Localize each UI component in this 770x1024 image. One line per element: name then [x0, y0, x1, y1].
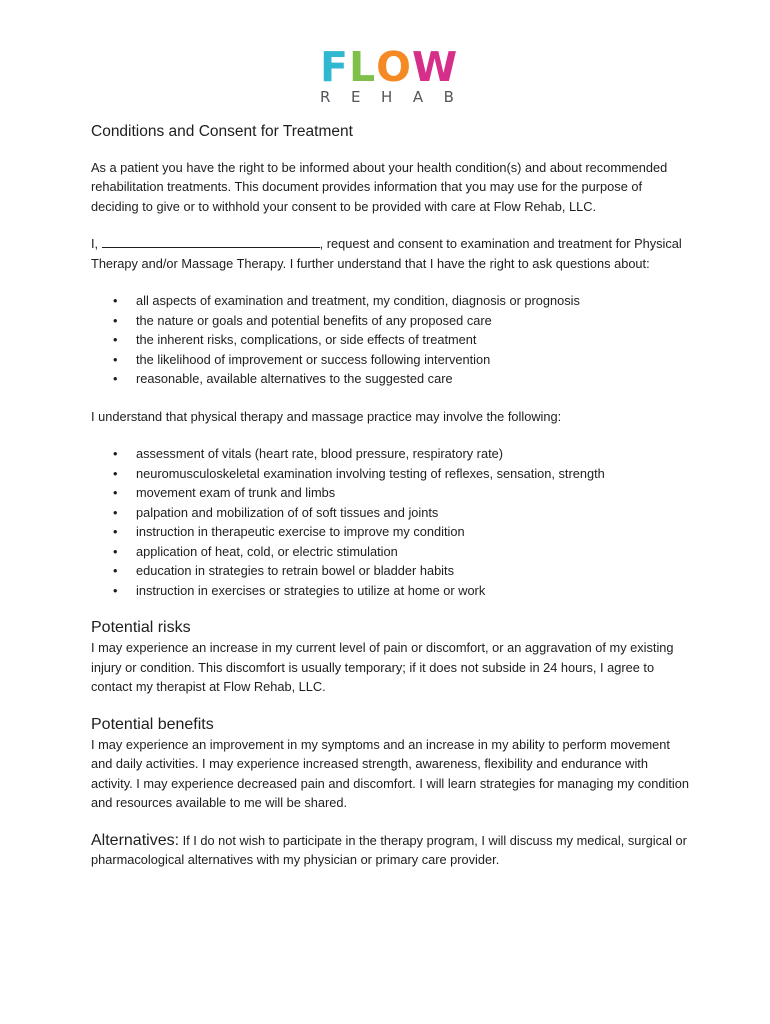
list-item: • palpation and mobilization of of soft tissues and joints: [91, 503, 691, 523]
benefits-heading: Potential benefits: [91, 715, 214, 733]
logo-letter-l: L: [349, 43, 377, 91]
logo-sub-letter: B: [443, 88, 454, 106]
risks-section: [91, 618, 691, 697]
list-item: • reasonable, available alternatives to the suggested care: [91, 369, 691, 389]
document-title: Conditions and Consent for Treatment: [91, 123, 353, 140]
logo-letter-o: O: [376, 43, 413, 91]
alternatives-text: If I do not wish to participate in the therapy program, I will discuss my medical, surgical or pharmacological alternatives with my physician or primary care provider.: [91, 832, 687, 867]
involve-list: [91, 444, 691, 600]
alternatives-heading: Alternatives:: [91, 831, 180, 849]
logo-sub-letter: H: [381, 88, 393, 106]
list-item: • neuromusculoskeletal examination involving testing of reflexes, sensation, strength: [91, 464, 691, 484]
list-item: • the nature or goals and potential benefits of any proposed care: [91, 311, 691, 331]
patient-name-blank[interactable]: [102, 235, 320, 248]
benefits-text: I may experience an improvement in my symptoms and an increase in my ability to perform movement and daily activities. I may experience increased strength, awareness, flexibility and endurance with activity. I may experience decreased pain and discomfort. I will learn strategies for managing my condition and resources available to me will be shared.: [91, 736, 689, 810]
logo-letter-w: W: [412, 43, 459, 91]
logo-subtitle: [320, 88, 454, 106]
flow-rehab-logo: [0, 40, 770, 110]
list-item: • instruction in therapeutic exercise to improve my condition: [91, 522, 691, 542]
questions-list: [91, 291, 691, 389]
benefits-section: [91, 715, 691, 813]
risks-heading: Potential risks: [91, 619, 191, 636]
logo-sub-letter: R: [320, 88, 331, 106]
list-item: • instruction in exercises or strategies to utilize at home or work: [91, 581, 691, 601]
logo-letter-f: F: [320, 43, 350, 91]
list-item: • assessment of vitals (heart rate, blood pressure, respiratory rate): [91, 444, 691, 464]
logo-wordmark: [320, 43, 459, 91]
alternatives-paragraph: [91, 831, 691, 870]
consent-prefix: I,: [91, 236, 102, 251]
involve-intro: I understand that physical therapy and massage practice may involve the following:: [91, 408, 562, 424]
list-item: • the inherent risks, complications, or side effects of treatment: [91, 330, 691, 350]
list-item: • movement exam of trunk and limbs: [91, 483, 691, 503]
risks-text: I may experience an increase in my current level of pain or discomfort, or an aggravation of my existing injury or condition. This discomfort is usually temporary; if it does not subside in 24 hours, I agree to contact my therapist at Flow Rehab, LLC.: [91, 640, 674, 694]
list-item: • all aspects of examination and treatment, my condition, diagnosis or prognosis: [91, 291, 691, 311]
intro-paragraph: As a patient you have the right to be informed about your health condition(s) and about recommended rehabilitation treatments. This document provides information that you may use for the purpose of deciding to give or to withhold your consent to be provided with care at Flow Rehab, LLC.: [91, 159, 668, 214]
list-item: • education in strategies to retrain bowel or bladder habits: [91, 561, 691, 581]
document-body: [91, 122, 691, 888]
consent-paragraph: [91, 234, 691, 273]
consent-suffix: , request and consent to examination and treatment for Physical Therapy and/or Massage Therapy. I further understand that I have the right to ask questions about:: [91, 236, 682, 271]
logo-sub-letter: E: [350, 88, 361, 106]
list-item: • application of heat, cold, or electric stimulation: [91, 542, 691, 562]
list-item: • the likelihood of improvement or success following intervention: [91, 350, 691, 370]
logo-sub-letter: A: [412, 88, 424, 106]
